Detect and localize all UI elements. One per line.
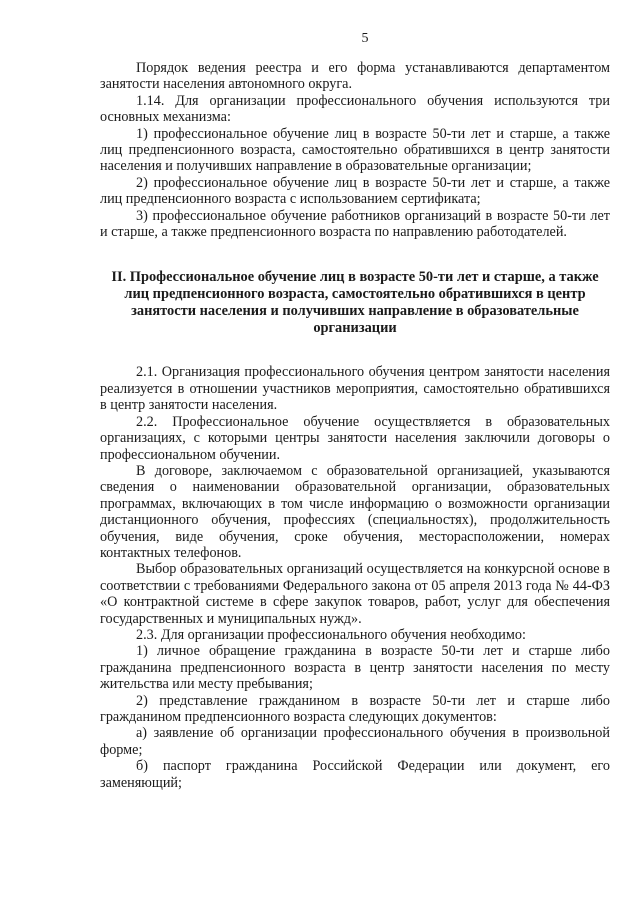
paragraph-2-3: 2.3. Для организации профессионального обучения необходимо: (136, 626, 526, 643)
paragraph-mechanism-3: 3) профессиональное обучение работников организаций в возрасте 50-ти лет и старше, а также предпенсионного возраста по направлению работодателей. (100, 207, 610, 241)
paragraph-registry-order: Порядок ведения реестра и его форма устанавливаются департаментом занятости населения автономного округа. (100, 60, 610, 93)
paragraph-document-a: а) заявление об организации профессионального обучения в произвольной форме; (100, 725, 610, 758)
section-title: II. Профессиональное обучение лиц в возрасте 50-ти лет и старше, а также лиц предпенсионного возраста, самостоятельно обратившихся в центр занятости населения и получивших направление в образовательные организации (111, 269, 599, 337)
paragraph-competitive-selection: Выбор образовательных организаций осуществляется на конкурсной основе в соответствии с требованиями Федерального закона от 05 апреля 2013 года № 44-ФЗ «О контрактной системе в сфере закупок товаров, работ, услуг для обеспечения государственных и муниципальных нужд». (100, 561, 610, 627)
paragraph-requirement-1: 1) личное обращение гражданина в возрасте 50-ти лет и старше либо гражданина предпенсионного возраста в центр занятости населения по месту жительства или месту пребывания; (100, 643, 610, 693)
page-number: 5 (361, 31, 369, 46)
paragraph-2-2: 2.2. Профессиональное обучение осуществляется в образовательных организациях, с которыми центры занятости населения заключили договоры о профессиональном обучении. (100, 413, 610, 463)
paragraph-contract-details: В договоре, заключаемом с образовательной организацией, указываются сведения о наименовании образовательной организации, образовательных программах, включающих в том числе информацию о возможности организации дистанционного обучения, профессиях (специальностях), продолжительность обучения, виде обучения, сроке обучения, месторасположении, номерах контактных телефонов. (100, 462, 610, 561)
paragraph-2-1: 2.1. Организация профессионального обучения центром занятости населения реализуется в отношении участников мероприятия, самостоятельно обратившихся в центр занятости населения. (100, 364, 610, 414)
paragraph-mechanism-1: 1) профессиональное обучение лиц в возрасте 50-ти лет и старше, а также лиц предпенсионного возраста, самостоятельно обратившихся в центр занятости населения и получивших направление в образовательные организации; (100, 125, 610, 175)
paragraph-1-14: 1.14. Для организации профессионального обучения используются три основных механизма: (100, 92, 610, 126)
paragraph-document-b: б) паспорт гражданина Российской Федерации или документ, его заменяющий; (100, 758, 610, 791)
paragraph-mechanism-2: 2) профессиональное обучение лиц в возрасте 50-ти лет и старше, а также лиц предпенсионного возраста с использованием сертификата; (100, 174, 610, 208)
paragraph-requirement-2: 2) представление гражданином в возрасте 50-ти лет и старше либо гражданином предпенсионного возраста следующих документов: (100, 692, 610, 725)
